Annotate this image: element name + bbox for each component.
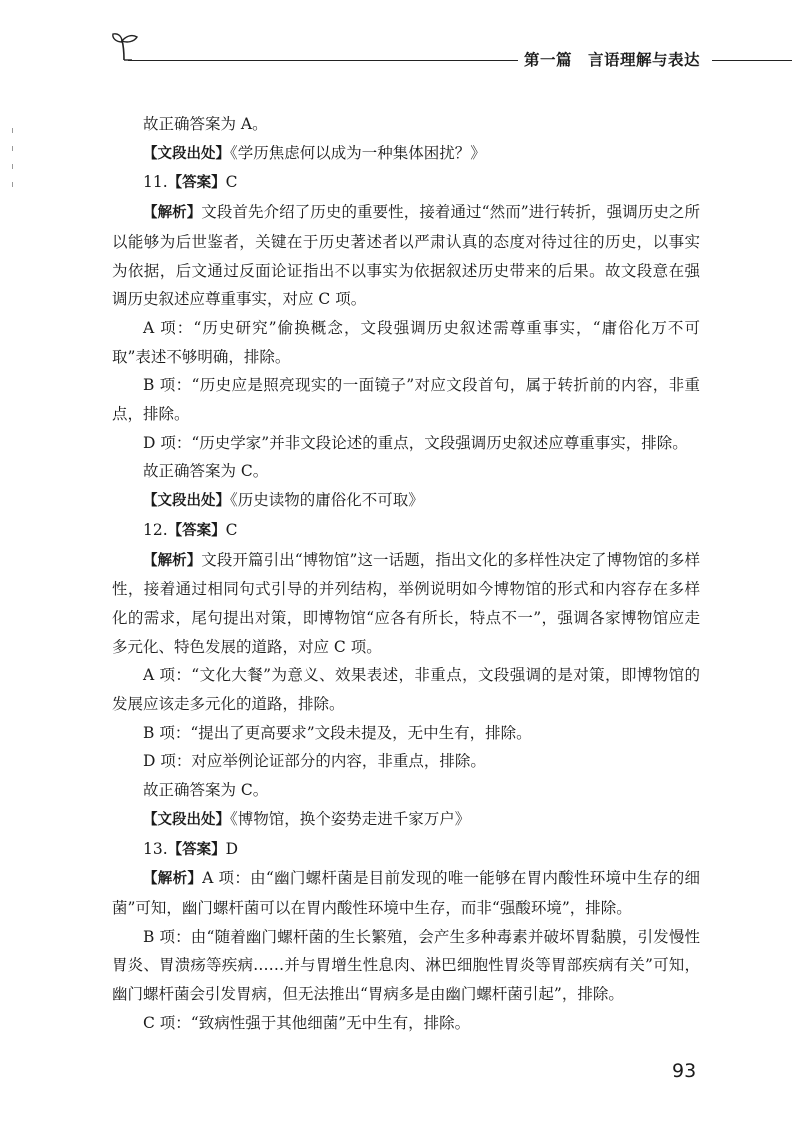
section-label: 【解析】 — [143, 205, 202, 222]
section-label: 【解析】 — [143, 552, 202, 569]
paragraph — [112, 747, 700, 776]
paragraph-text: 《历史读物的庸俗化不可取》 — [230, 491, 424, 510]
section-label: 【文段出处】 — [143, 145, 230, 162]
question-number: 12. — [143, 520, 168, 539]
paragraph — [112, 486, 700, 516]
header-rule-right — [712, 60, 792, 61]
section-label: 【答案】 — [167, 175, 226, 192]
paragraph — [112, 139, 700, 169]
page-body — [112, 110, 700, 1038]
paragraph-text: A 项：“文化大餐”为意义、效果表述，非重点，文段强调的是对策，即博物馆的发展应该走多元化的道路，排除。 — [112, 666, 700, 714]
paragraph — [112, 546, 700, 662]
paragraph — [112, 835, 700, 865]
paragraph-text: A 项：“历史研究”偷换概念，文段强调历史叙述需尊重事实，“庸俗化万不可取”表述不够明确，排除。 — [112, 318, 700, 366]
paragraph — [112, 429, 700, 458]
section-label: 【解析】 — [143, 871, 203, 888]
question-number: 11. — [143, 173, 168, 192]
paragraph-text: C 项：“致病性强于其他细菌”无中生有，排除。 — [143, 1013, 471, 1032]
paragraph-text: A 项：由“幽门螺杆菌是目前发现的唯一能够在胃内酸性环境中生存的细菌”可知，幽门螺杆菌可以在胃内酸性环境中生存，而非“强酸环境”，排除。 — [112, 869, 700, 917]
paragraph — [112, 805, 700, 835]
paragraph — [112, 110, 700, 139]
section-label: 【文段出处】 — [143, 811, 230, 828]
paragraph — [112, 776, 700, 805]
question-number: 13. — [143, 839, 168, 858]
paragraph — [112, 168, 700, 198]
page-number: 93 — [672, 1060, 697, 1082]
paragraph-text: D 项：“历史学家”并非文段论述的重点，文段强调历史叙述应尊重事实，排除。 — [143, 433, 688, 452]
section-label: 【答案】 — [167, 522, 226, 539]
paragraph — [112, 371, 700, 428]
paragraph-text: C — [225, 173, 238, 192]
section-label: 【文段出处】 — [143, 493, 230, 510]
section-label: 【答案】 — [167, 841, 226, 858]
paragraph — [112, 923, 700, 1009]
sprout-logo-icon — [110, 30, 144, 62]
paragraph-text: B 项：由“随着幽门螺杆菌的生长繁殖，会产生多种毒素并破坏胃黏膜，引发慢性胃炎、胃溃疡等疾病……并与胃增生性息肉、淋巴细胞性胃炎等胃部疾病有关”可知，幽门螺杆菌会引发胃病，但无法推出“胃病多是由幽门螺杆菌引起”，排除。 — [112, 927, 700, 1004]
paragraph-text: 文段开篇引出“博物馆”这一话题，指出文化的多样性决定了博物馆的多样性，接着通过相同句式引导的并列结构，举例说明如今博物馆的形式和内容存在多样化的需求，尾句提出对策，即博物馆“应各有所长，特点不一”，强调各家博物馆应走多元化、特色发展的道路，对应 C 项。 — [112, 550, 700, 656]
paragraph-text: C — [225, 520, 238, 539]
paragraph-text: 文段首先介绍了历史的重要性，接着通过“然而”进行转折，强调历史之所以能够为后世鉴者，关键在于历史著述者以严肃认真的态度对待过往的历史，以事实为依据，后文通过反面论证指出不以事实为依据叙述历史带来的后果。故文段意在强调历史叙述应尊重事实，对应 C 项。 — [112, 203, 700, 309]
paragraph-text: 故正确答案为 A。 — [143, 115, 268, 133]
paragraph-text: 故正确答案为 C。 — [143, 462, 269, 481]
paragraph — [112, 314, 700, 371]
paragraph — [112, 457, 700, 486]
header-rule-left — [128, 60, 518, 61]
chapter-title: 第一篇 言语理解与表达 — [524, 51, 701, 69]
paragraph-text: D 项：对应举例论证部分的内容，非重点，排除。 — [143, 752, 486, 771]
paragraph — [112, 661, 700, 718]
paragraph — [112, 1009, 700, 1038]
paragraph-text: 故正确答案为 C。 — [143, 781, 269, 800]
paragraph-text: D — [225, 839, 239, 858]
paragraph-text: 《博物馆，换个姿势走进千家万户》 — [230, 809, 471, 828]
paragraph-text: 《学历焦虑何以成为一种集体困扰？》 — [230, 143, 486, 162]
paragraph — [112, 516, 700, 546]
paragraph — [112, 719, 700, 748]
paragraph — [112, 864, 700, 922]
paragraph-text: B 项：“历史应是照亮现实的一面镜子”对应文段首句，属于转折前的内容，非重点，排除。 — [112, 376, 700, 424]
paragraph — [112, 198, 700, 314]
page-header — [0, 0, 800, 80]
paragraph-text: B 项：“提出了更高要求”文段未提及，无中生有，排除。 — [143, 723, 532, 742]
